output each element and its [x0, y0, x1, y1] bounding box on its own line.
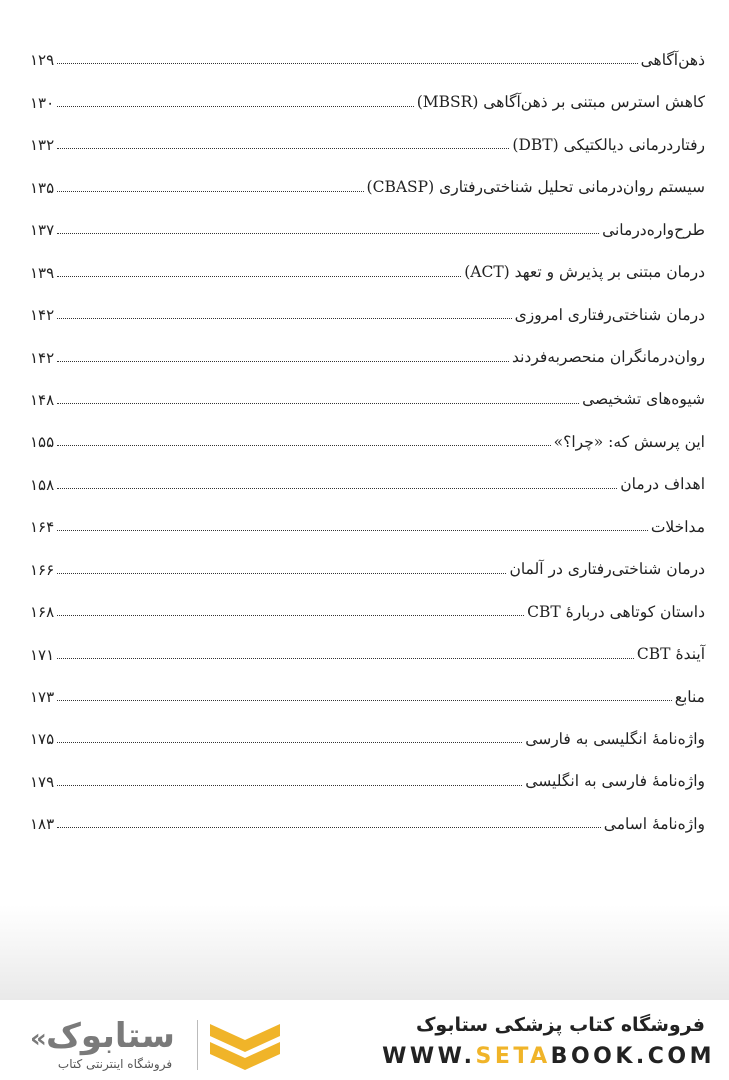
toc-entry-title: منابع — [674, 687, 705, 706]
toc-entry-page: ۱۳۹ — [30, 263, 55, 282]
toc-entry — [30, 493, 705, 535]
toc-entry-title: طرح‌واره‌درمانی — [602, 220, 705, 239]
toc-dot-leader — [57, 63, 637, 64]
toc-entry-title: داستان کوتاهی دربارۀ CBT — [527, 602, 705, 621]
page-bottom-shadow — [0, 905, 729, 1000]
toc-entry — [30, 535, 705, 577]
toc-entry-page: ۱۵۵ — [30, 433, 55, 452]
toc-entry — [30, 450, 705, 492]
toc-entry — [30, 196, 705, 238]
logo-arrows-icon: « — [30, 1024, 47, 1054]
toc-dot-leader — [57, 445, 550, 446]
store-name: فروشگاه کتاب پزشکی ستابوک — [415, 1014, 705, 1036]
toc-dot-leader — [57, 361, 509, 362]
toc-entry — [30, 111, 705, 153]
toc-entry — [30, 323, 705, 365]
toc-entry-page: ۱۲۹ — [30, 51, 55, 70]
toc-entry-title: ذهن‌آگاهی — [640, 50, 705, 69]
store-url[interactable] — [382, 1044, 715, 1069]
toc-entry — [30, 153, 705, 195]
toc-dot-leader — [57, 191, 363, 192]
toc-entry-page: ۱۳۰ — [30, 93, 55, 112]
toc-entry-title: این پرسش که: «چرا؟» — [553, 432, 705, 451]
url-accent: SETA — [475, 1044, 551, 1069]
toc-entry-page: ۱۷۱ — [30, 645, 55, 664]
table-of-contents — [30, 26, 705, 832]
toc-entry-title: رفتاردرمانی دیالکتیکی (DBT) — [512, 135, 705, 154]
toc-entry-page: ۱۵۸ — [30, 475, 55, 494]
toc-entry-title: مداخلات — [650, 517, 705, 536]
toc-entry — [30, 238, 705, 280]
toc-entry-title: درمان مبتنی بر پذیرش و تعهد (ACT) — [464, 263, 705, 282]
toc-entry-page: ۱۸۳ — [30, 815, 55, 834]
toc-entry-page: ۱۴۸ — [30, 390, 55, 409]
toc-entry-page: ۱۴۲ — [30, 348, 55, 367]
toc-entry-page: ۱۷۵ — [30, 730, 55, 749]
toc-dot-leader — [57, 233, 599, 234]
toc-entry — [30, 408, 705, 450]
toc-dot-leader — [57, 742, 522, 743]
toc-entry-title: شیوه‌های تشخیصی — [582, 390, 705, 409]
logo-divider — [197, 1020, 198, 1070]
toc-entry — [30, 620, 705, 662]
toc-dot-leader — [57, 827, 601, 828]
toc-entry — [30, 705, 705, 747]
toc-entry-page: ۱۳۲ — [30, 136, 55, 155]
toc-dot-leader — [57, 148, 509, 149]
toc-entry-page: ۱۳۷ — [30, 221, 55, 240]
toc-entry-page: ۱۶۸ — [30, 603, 55, 622]
toc-entry-page: ۱۶۴ — [30, 518, 55, 537]
toc-entry-page: ۱۷۹ — [30, 772, 55, 791]
toc-entry — [30, 790, 705, 832]
toc-entry-title: سیستم روان‌درمانی تحلیل شناختی‌رفتاری (CBASP) — [366, 178, 705, 197]
toc-entry-title: اهداف درمان — [620, 475, 705, 494]
store-footer — [0, 1000, 729, 1080]
toc-dot-leader — [57, 615, 524, 616]
toc-entry-title: واژه‌نامۀ انگلیسی به فارسی — [525, 729, 705, 748]
toc-entry-page: ۱۳۵ — [30, 178, 55, 197]
toc-dot-leader — [57, 318, 511, 319]
toc-entry — [30, 281, 705, 323]
toc-dot-leader — [57, 276, 461, 277]
toc-entry-title: درمان شناختی‌رفتاری امروزی — [514, 305, 705, 324]
toc-entry — [30, 366, 705, 408]
store-logo-subtitle: فروشگاه اینترنتی کتاب — [57, 1057, 173, 1071]
toc-dot-leader — [57, 700, 672, 701]
toc-entry — [30, 578, 705, 620]
url-suffix: BOOK.COM — [550, 1044, 715, 1069]
toc-entry-title: واژه‌نامۀ اسامی — [603, 814, 705, 833]
toc-dot-leader — [57, 658, 634, 659]
toc-dot-leader — [57, 573, 506, 574]
toc-dot-leader — [57, 403, 579, 404]
toc-dot-leader — [57, 106, 414, 107]
toc-dot-leader — [57, 530, 648, 531]
toc-entry-page: ۱۴۲ — [30, 306, 55, 325]
book-chevron-logo-icon — [206, 1018, 284, 1074]
toc-entry-title: آیندۀ CBT — [636, 645, 705, 664]
toc-entry-title: درمان شناختی‌رفتاری در آلمان — [509, 560, 705, 579]
toc-entry-title: واژه‌نامۀ فارسی به انگلیسی — [525, 772, 705, 791]
toc-entry — [30, 68, 705, 110]
toc-entry — [30, 26, 705, 68]
toc-entry-title: روان‌درمانگران منحصربه‌فردند — [511, 348, 705, 366]
toc-dot-leader — [57, 785, 522, 786]
store-logo-text: ستابوک — [46, 1016, 175, 1056]
toc-entry-page: ۱۶۶ — [30, 560, 55, 579]
toc-entry-page: ۱۷۳ — [30, 688, 55, 706]
toc-entry — [30, 663, 705, 705]
toc-entry — [30, 747, 705, 789]
toc-dot-leader — [57, 488, 617, 489]
url-prefix: WWW. — [382, 1044, 476, 1069]
toc-entry-title: کاهش استرس مبتنی بر ذهن‌آگاهی (MBSR) — [416, 93, 705, 112]
